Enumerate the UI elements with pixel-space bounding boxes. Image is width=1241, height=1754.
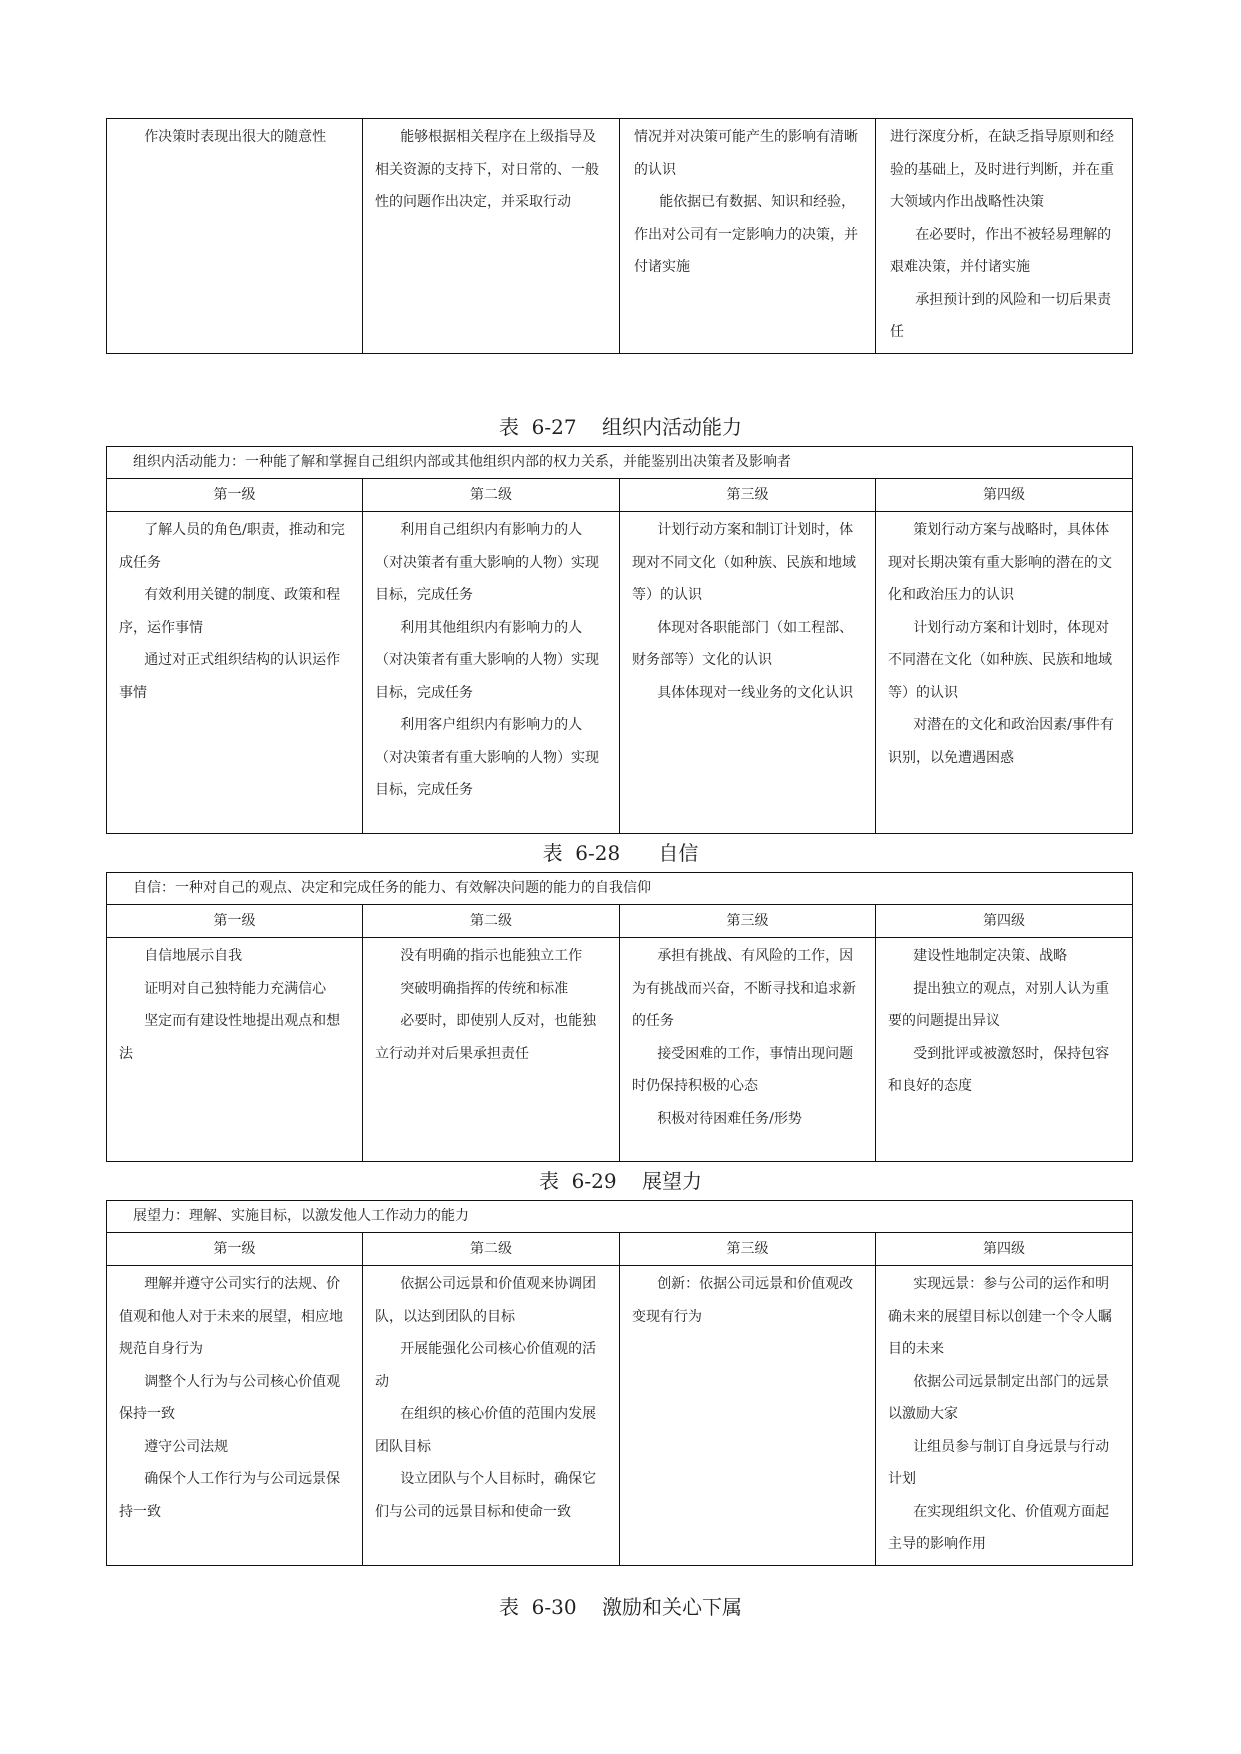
table-caption: 表 6-28 自信 — [542, 841, 699, 865]
definition-cell: 展望力：理解、实施目标，以激发他人工作动力的能力 — [107, 1201, 1133, 1233]
table-caption: 表 6-29 展望力 — [538, 1169, 703, 1193]
definition-cell: 自信：一种对自己的观点、决定和完成任务的能力、有效解决问题的能力的自我信仰 — [107, 873, 1133, 905]
level-3-cell: 创新：依据公司远景和价值观改变现有行为 — [620, 1266, 876, 1566]
header-level-2: 第二级 — [363, 905, 620, 938]
header-level-1: 第一级 — [107, 905, 363, 938]
header-level-4: 第四级 — [876, 479, 1133, 512]
level-1-cell: 理解并遵守公司实行的法规、价值观和他人对于未来的展望，相应地规范自身行为 调整个人行为与公司核心价值观保持一致 遵守公司法规 确保个人工作行为与公司远景保持一致 — [107, 1266, 363, 1566]
header-level-3: 第三级 — [620, 1233, 876, 1266]
header-level-1: 第一级 — [107, 479, 363, 512]
level-2-cell: 利用自己组织内有影响力的人（对决策者有重大影响的人物）实现目标，完成任务 利用其他组织内有影响力的人（对决策者有重大影响的人物）实现目标，完成任务 利用客户组织内有影响力的人（对决策者有重大影响的人物）实现目标，完成任务 — [363, 512, 620, 834]
level-1-cell: 作决策时表现出很大的随意性 — [107, 119, 363, 354]
header-level-2: 第二级 — [363, 479, 620, 512]
level-3-cell: 承担有挑战、有风险的工作，因为有挑战而兴奋，不断寻找和追求新的任务 接受困难的工作，事情出现问题时仍保持积极的心态 积极对待困难任务/形势 — [620, 938, 876, 1162]
level-4-cell: 实现远景：参与公司的运作和明确未来的展望目标以创建一个令人瞩目的未来 依据公司远景制定出部门的远景以激励大家 让组员参与制订自身远景与行动计划 在实现组织文化、价值观方面起主导的影响作用 — [876, 1266, 1133, 1566]
competency-table-6-29 — [106, 1200, 1133, 1566]
header-level-1: 第一级 — [107, 1233, 363, 1266]
header-level-4: 第四级 — [876, 905, 1133, 938]
header-level-3: 第三级 — [620, 905, 876, 938]
competency-table-6-27 — [106, 446, 1133, 834]
header-level-2: 第二级 — [363, 1233, 620, 1266]
level-3-cell: 计划行动方案和制订计划时，体现对不同文化（如种族、民族和地域等）的认识 体现对各职能部门（如工程部、财务部等）文化的认识 具体体现对一线业务的文化认识 — [620, 512, 876, 834]
level-2-cell: 依据公司远景和价值观来协调团队，以达到团队的目标 开展能强化公司核心价值观的活动 在组织的核心价值的范围内发展团队目标 设立团队与个人目标时，确保它们与公司的远景目标和使命一致 — [363, 1266, 620, 1566]
level-1-cell: 自信地展示自我 证明对自己独特能力充满信心 坚定而有建设性地提出观点和想法 — [107, 938, 363, 1162]
level-2-cell: 能够根据相关程序在上级指导及相关资源的支持下，对日常的、一般性的问题作出决定，并采取行动 — [363, 119, 620, 354]
level-4-cell: 策划行动方案与战略时，具体体现对长期决策有重大影响的潜在的文化和政治压力的认识 计划行动方案和计划时，体现对不同潜在文化（如种族、民族和地域等）的认识 对潜在的文化和政治因素/事件有识别，以免遭遇困惑 — [876, 512, 1133, 834]
level-4-cell: 建设性地制定决策、战略 提出独立的观点，对别人认为重要的问题提出异议 受到批评或被激怒时，保持包容和良好的态度 — [876, 938, 1133, 1162]
level-1-cell: 了解人员的角色/职责，推动和完成任务 有效利用关键的制度、政策和程序，运作事情 通过对正式组织结构的认识运作事情 — [107, 512, 363, 834]
header-level-4: 第四级 — [876, 1233, 1133, 1266]
decision-table-continued — [106, 118, 1133, 354]
competency-table-6-28 — [106, 872, 1133, 1162]
header-level-3: 第三级 — [620, 479, 876, 512]
table-caption: 表 6-30 激励和关心下属 — [498, 1595, 743, 1619]
table-caption: 表 6-27 组织内活动能力 — [498, 415, 743, 439]
level-2-cell: 没有明确的指示也能独立工作 突破明确指挥的传统和标准 必要时，即使别人反对，也能独立行动并对后果承担责任 — [363, 938, 620, 1162]
level-4-cell: 进行深度分析，在缺乏指导原则和经验的基础上，及时进行判断，并在重大领域内作出战略性决策 在必要时，作出不被轻易理解的艰难决策，并付诸实施 承担预计到的风险和一切后果责任 — [876, 119, 1133, 354]
definition-cell: 组织内活动能力：一种能了解和掌握自己组织内部或其他组织内部的权力关系，并能鉴别出决策者及影响者 — [107, 447, 1133, 479]
level-3-cell: 情况并对决策可能产生的影响有清晰的认识 能依据已有数据、知识和经验，作出对公司有一定影响力的决策，并付诸实施 — [620, 119, 876, 354]
